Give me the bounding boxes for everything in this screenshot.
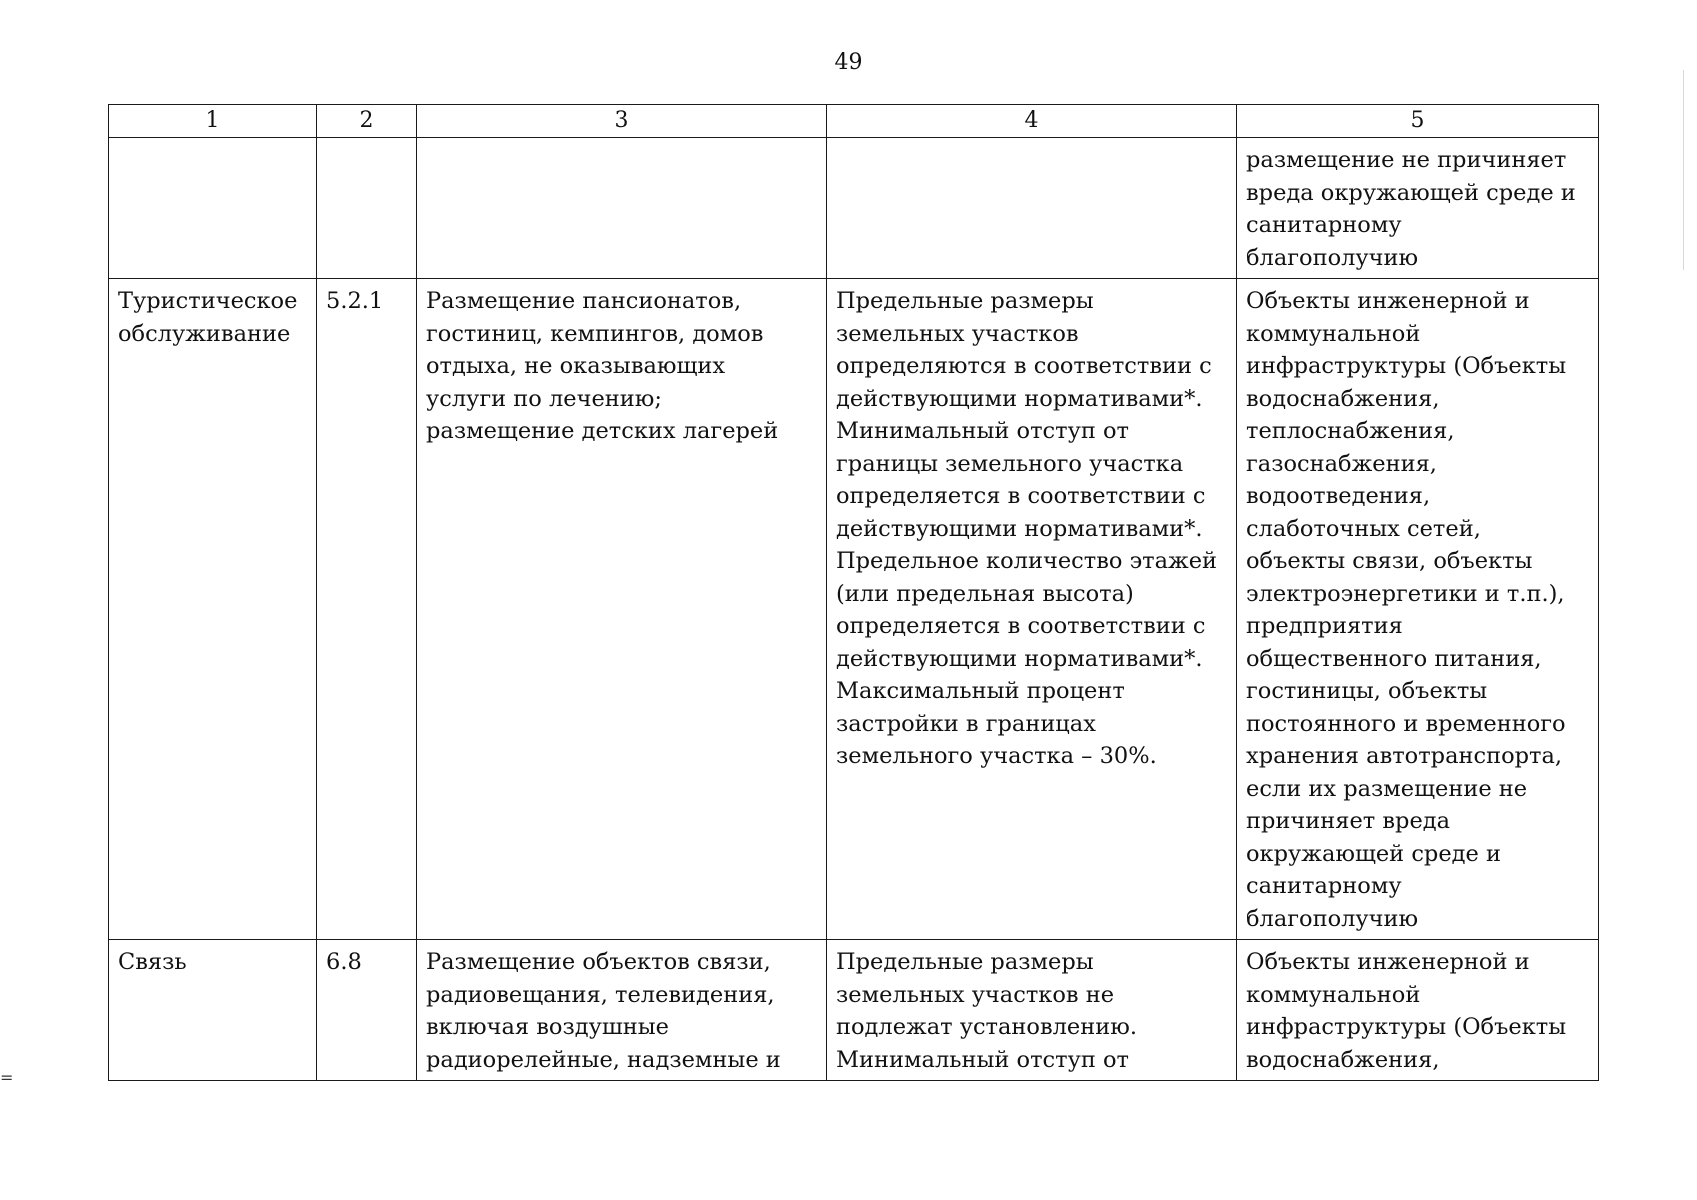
use-type-code bbox=[317, 138, 417, 279]
scan-edge-line bbox=[1683, 70, 1684, 270]
page-number: 49 bbox=[834, 50, 863, 75]
auxiliary-uses: Объекты инженерной и коммунальной инфраструктуры (Объекты водоснабжения, теплоснабжения, газоснабжения, водоотведения, слаботочных сетей, объекты связи, объекты электроэнергетики и т.п.), предприятия общественного питания, гостиницы, объекты постоянного и временного хранения автотранспорта, если их размещение не причиняет вреда окружающей среде и санитарному благополучию bbox=[1237, 279, 1599, 940]
table-row bbox=[109, 279, 1599, 940]
use-type-code: 5.2.1 bbox=[317, 279, 417, 940]
header-row bbox=[109, 105, 1599, 138]
header-cell-2: 2 bbox=[317, 105, 417, 138]
header-cell-1: 1 bbox=[109, 105, 317, 138]
margin-mark: = bbox=[0, 1068, 14, 1087]
land-use-table bbox=[108, 104, 1599, 1081]
use-type-description: Размещение объектов связи, радиовещания, телевидения, включая воздушные радиорелейные, надземные и bbox=[417, 940, 827, 1081]
use-type-description: Размещение пансионатов, гостиниц, кемпингов, домов отдыха, не оказывающих услуги по лечению; размещение детских лагерей bbox=[417, 279, 827, 940]
auxiliary-uses: Объекты инженерной и коммунальной инфраструктуры (Объекты водоснабжения, bbox=[1237, 940, 1599, 1081]
use-parameters: Предельные размеры земельных участков не подлежат установлению. Минимальный отступ от bbox=[827, 940, 1237, 1081]
use-type-code: 6.8 bbox=[317, 940, 417, 1081]
auxiliary-uses: размещение не причиняет вреда окружающей среде и санитарному благополучию bbox=[1237, 138, 1599, 279]
table-row bbox=[109, 940, 1599, 1081]
use-type-name bbox=[109, 138, 317, 279]
use-parameters: Предельные размеры земельных участков определяются в соответствии с действующими нормативами*. Минимальный отступ от границы земельного участка определяется в соответствии с действующими нормативами*. Предельное количество этажей (или предельная высота) определяется в соответствии с действующими нормативами*. Максимальный процент застройки в границах земельного участка – 30%. bbox=[827, 279, 1237, 940]
use-type-description bbox=[417, 138, 827, 279]
header-cell-5: 5 bbox=[1237, 105, 1599, 138]
header-cell-4: 4 bbox=[827, 105, 1237, 138]
use-type-name: Связь bbox=[109, 940, 317, 1081]
table-row bbox=[109, 138, 1599, 279]
use-type-name: Туристическое обслуживание bbox=[109, 279, 317, 940]
use-parameters bbox=[827, 138, 1237, 279]
header-cell-3: 3 bbox=[417, 105, 827, 138]
